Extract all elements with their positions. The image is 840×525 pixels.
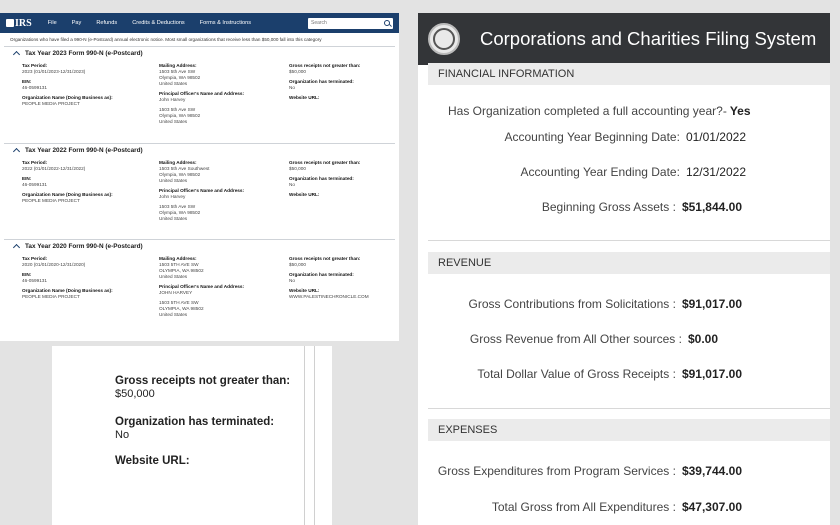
org-name-value: PEOPLE MEDIA PROJECT (22, 198, 80, 203)
ein-label: EIN: (22, 79, 32, 84)
corp-header (418, 13, 830, 65)
filing-section (4, 46, 395, 143)
tax-period-label: Tax Period: (22, 160, 48, 165)
gross-receipts-value: $50,000 (115, 388, 155, 400)
tax-period-label: Tax Period: (22, 256, 48, 261)
filing-middle-column (159, 160, 244, 222)
chevron-up-icon[interactable] (13, 244, 20, 251)
gross-receipts-label: Gross receipts not greater than: (289, 256, 361, 261)
divider (428, 408, 830, 409)
nav-file[interactable]: File (47, 20, 57, 26)
principal-officer-line: 1503 5th Ave SW (159, 204, 196, 209)
mailing-address-label: Mailing Address: (159, 256, 197, 261)
org-name-label: Organization Name (Doing Business as): (22, 95, 113, 100)
tax-period-label: Tax Period: (22, 63, 48, 68)
irs-panel (0, 13, 399, 341)
mailing-address-line: 1503 5th Ave Southwest (159, 166, 210, 171)
filing-middle-column (159, 63, 244, 125)
eagle-icon (6, 19, 14, 27)
filing-right-column (289, 256, 369, 300)
website-label: Website URL: (289, 95, 320, 100)
ein-label: EIN: (22, 176, 32, 181)
org-name-label: Organization Name (Doing Business as): (22, 192, 113, 197)
filing-section-title[interactable]: Tax Year 2020 Form 990-N (e-Postcard) (10, 243, 389, 250)
nav-forms-instructions[interactable]: Forms & Instructions (199, 20, 252, 26)
principal-officer-line: United States (159, 119, 188, 124)
total-receipts-row: Total Dollar Value of Gross Receipts : $91,017.00 (477, 367, 742, 381)
terminated-value: No (289, 182, 295, 187)
search-icon[interactable] (384, 20, 390, 26)
gross-receipts-block (115, 375, 290, 401)
mailing-address-line: OLYMPIA, WA 98502 (159, 268, 204, 273)
state-seal-icon (428, 23, 460, 55)
gross-receipts-label: Gross receipts not greater than: (289, 63, 361, 68)
ein-label: EIN: (22, 272, 32, 277)
tax-period-value: 2020 (01/01/2020-12/31/2020) (22, 262, 86, 267)
terminated-label: Organization has terminated: (289, 176, 354, 181)
nav-refunds[interactable]: Refunds (96, 20, 118, 26)
filing-section-title[interactable]: Tax Year 2022 Form 990-N (e-Postcard) (10, 147, 389, 154)
ein-value: 46-0599131 (22, 85, 48, 90)
principal-officer-line: Olympia, WA 98502 (159, 113, 201, 118)
principal-officer-line: 1503 5TH AVE SW (159, 300, 199, 305)
terminated-label: Organization has terminated: (289, 79, 354, 84)
full-year-row: Has Organization completed a full accounting year?- Yes (448, 104, 751, 118)
begin-date-row: Accounting Year Beginning Date: 01/01/2022 (504, 130, 746, 144)
org-name-value: PEOPLE MEDIA PROJECT (22, 294, 80, 299)
gross-receipts-label: Gross receipts not greater than: (289, 160, 361, 165)
mailing-address-line: United States (159, 178, 188, 183)
nav-pay[interactable]: Pay (71, 20, 82, 26)
gross-receipts-value: $50,000 (289, 69, 306, 74)
principal-officer-line: John Harvey (159, 97, 186, 102)
org-name-label: Organization Name (Doing Business as): (22, 288, 113, 293)
gross-receipts-value: $50,000 (289, 166, 306, 171)
irs-logo[interactable]: IRS (6, 18, 32, 29)
program-expenditures-row: Gross Expenditures from Program Services : $39,744.00 (437, 464, 742, 478)
end-date-row: Accounting Year Ending Date: 12/31/2022 (520, 165, 746, 179)
mailing-address-label: Mailing Address: (159, 63, 197, 68)
website-link[interactable]: WWW.PALESTINECHRONICLE.COM (289, 294, 369, 299)
zoomed-detail-panel (52, 346, 332, 525)
principal-officer-line: John Harvey (159, 194, 186, 199)
filing-left-column (22, 160, 113, 204)
terminated-label: Organization has terminated: (115, 416, 275, 428)
chevron-up-icon[interactable] (13, 51, 20, 58)
tax-period-value: 2023 (01/01/2023-12/31/2023) (22, 69, 86, 74)
website-block (115, 455, 190, 468)
terminated-label: Organization has terminated: (289, 272, 354, 277)
org-name-value: PEOPLE MEDIA PROJECT (22, 101, 80, 106)
mailing-address-line: 1503 5th Ave SW (159, 69, 196, 74)
website-label: Website URL: (289, 192, 320, 197)
principal-officer-line: 1503 5th Ave SW (159, 107, 196, 112)
irs-nav-bar (0, 13, 399, 33)
divider (428, 240, 830, 241)
filing-left-column (22, 63, 113, 107)
terminated-value: No (289, 85, 295, 90)
principal-officer-label: Principal Officer's Name and Address: (159, 91, 245, 96)
ein-value: 46-0599131 (22, 182, 48, 187)
principal-officer-label: Principal Officer's Name and Address: (159, 284, 245, 289)
terminated-value: No (289, 278, 295, 283)
terminated-value: No (115, 429, 130, 441)
mailing-address-line: 1503 5TH AVE SW (159, 262, 199, 267)
irs-intro-text: Organizations who have filed a 990-N (e-Postcard) annual electronic notice. Most small organizations that receive less than $50,000 fall into this category (10, 37, 322, 42)
beginning-assets-row: Beginning Gross Assets : $51,844.00 (541, 200, 742, 214)
gross-receipts-value: $50,000 (289, 262, 306, 267)
mailing-address-line: Olympia, WA 98502 (159, 172, 201, 177)
revenue-heading: REVENUE (428, 252, 830, 274)
principal-officer-line: United States (159, 216, 188, 221)
financial-heading: FINANCIAL INFORMATION (428, 63, 830, 85)
nav-credits-deductions[interactable]: Credits & Deductions (132, 20, 185, 26)
website-label: Website URL: (115, 455, 190, 467)
mailing-address-line: United States (159, 274, 188, 279)
filing-right-column (289, 160, 360, 198)
irs-sections (0, 46, 399, 339)
mailing-address-label: Mailing Address: (159, 160, 197, 165)
filing-section (4, 143, 395, 239)
ein-value: 46-0599131 (22, 278, 48, 283)
divider (314, 346, 315, 525)
gross-receipts-label: Gross receipts not greater than: (115, 375, 291, 387)
principal-officer-label: Principal Officer's Name and Address: (159, 188, 245, 193)
mailing-address-line: United States (159, 81, 188, 86)
divider (304, 346, 305, 525)
mailing-address-line: Olympia, WA 98502 (159, 75, 201, 80)
filing-section-title[interactable]: Tax Year 2023 Form 990-N (e-Postcard) (10, 50, 389, 57)
page-title: Corporations and Charities Filing System (480, 28, 817, 49)
filing-section (4, 239, 395, 339)
other-revenue-row: Gross Revenue from All Other sources : $0.00 (469, 332, 718, 346)
terminated-block (115, 416, 274, 442)
principal-officer-line: Olympia, WA 98502 (159, 210, 201, 215)
chevron-up-icon[interactable] (13, 148, 20, 155)
total-expenditures-row: Total Gross from All Expenditures : $47,307.00 (491, 500, 742, 514)
principal-officer-line: JOHN HARVEY (159, 290, 193, 295)
filing-left-column (22, 256, 113, 300)
contributions-row: Gross Contributions from Solicitations : $91,017.00 (468, 297, 742, 311)
tax-period-value: 2022 (01/01/2022-12/31/2022) (22, 166, 86, 171)
expenses-heading: EXPENSES (428, 419, 830, 441)
filing-right-column (289, 63, 360, 101)
search-input[interactable]: Search (308, 18, 393, 29)
principal-officer-line: OLYMPIA, WA 98502 (159, 306, 204, 311)
principal-officer-line: United States (159, 312, 188, 317)
website-label: Website URL: (289, 288, 320, 293)
corporations-panel (418, 13, 830, 525)
filing-middle-column (159, 256, 244, 318)
